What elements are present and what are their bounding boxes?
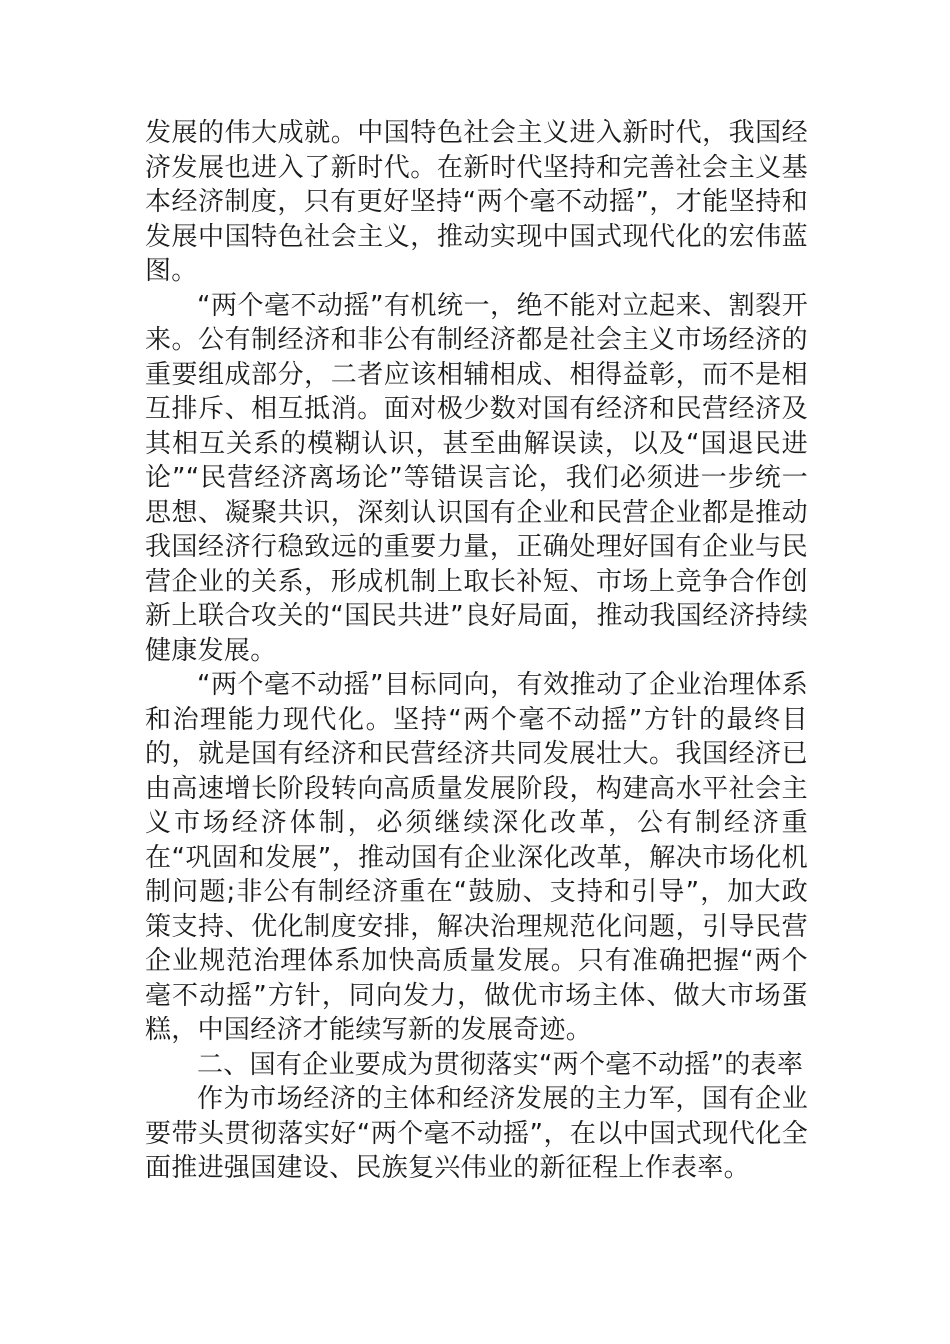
- paragraph-unity: “两个毫不动摇”有机统一，绝不能对立起来、割裂开来。公有制经济和非公有制经济都是社会主义市场经济的重要组成部分，二者应该相辅相成、相得益彰，而不是相互排斥、相互抵消。面对极少数对国有经济和民营经济及其相互关系的模糊认识，甚至曲解误读，以及“国退民进论”“民营经济离场论”等错误言论，我们必须进一步统一思想、凝聚共识，深刻认识国有企业和民营企业都是推动我国经济行稳致远的重要力量，正确处理好国有企业与民营企业的关系，形成机制上取长补短、市场上竞争合作创新上联合攻关的“国民共进”良好局面，推动我国经济持续健康发展。: [145, 290, 808, 666]
- paragraph-continuation: 发展的伟大成就。中国特色社会主义进入新时代，我国经济发展也进入了新时代。在新时代坚持和完善社会主义基本经济制度，只有更好坚持“两个毫不动摇”，才能坚持和发展中国特色社会主义，推动实现中国式现代化的宏伟蓝图。: [145, 118, 808, 286]
- section-heading: 二、国有企业要成为贯彻落实“两个毫不动摇”的表率: [197, 1049, 804, 1080]
- paragraph-soe-role: 作为市场经济的主体和经济发展的主力军，国有企业要带头贯彻落实好“两个毫不动摇”，在以中国式现代化全面推进强国建设、民族复兴伟业的新征程上作表率。: [145, 1084, 808, 1183]
- document-page: [145, 116, 808, 1186]
- paragraph-common-goal: “两个毫不动摇”目标同向，有效推动了企业治理体系和治理能力现代化。坚持“两个毫不动摇”方针的最终目的，就是国有经济和民营经济共同发展壮大。我国经济已由高速增长阶段转向高质量发展阶段，构建高水平社会主义市场经济体制，必须继续深化改革，公有制经济重在“巩固和发展”，推动国有企业深化改革，解决市场化机制问题;非公有制经济重在“鼓励、支持和引导”，加大政策支持、优化制度安排，解决治理规范化问题，引导民营企业规范治理体系加快高质量发展。只有准确把握“两个毫不动摇”方针，同向发力，做优市场主体、做大市场蛋糕，中国经济才能续写新的发展奇迹。: [145, 670, 808, 1045]
